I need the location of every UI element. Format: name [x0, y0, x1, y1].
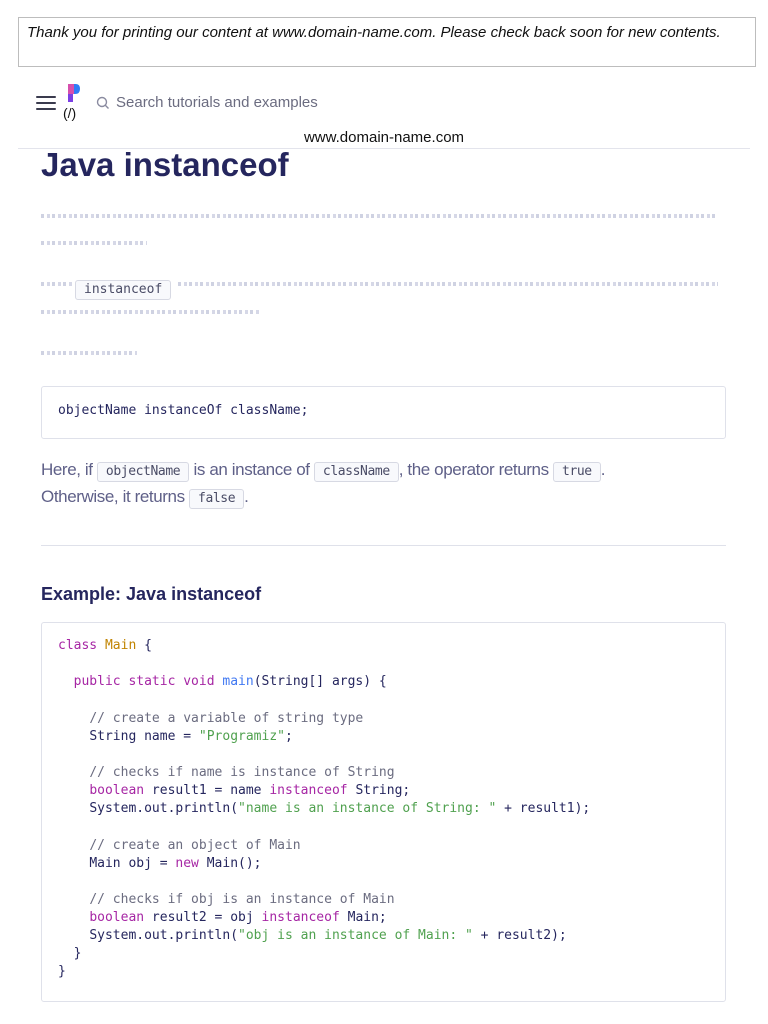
- blurred-text-line: [41, 351, 137, 355]
- inline-code-false: false: [189, 489, 244, 509]
- syntax-code-block: [41, 386, 726, 439]
- search-input[interactable]: [116, 90, 416, 114]
- blurred-intro-line: [41, 214, 717, 218]
- blurred-text-line: [41, 310, 261, 314]
- code-line: }: [58, 964, 66, 979]
- page-title: Java instanceof: [41, 146, 289, 183]
- top-navigation: [0, 80, 768, 150]
- blurred-text-line: [178, 282, 718, 286]
- paragraph-text: .: [244, 487, 249, 506]
- code-line: // create a variable of string type: [89, 711, 364, 726]
- paragraph-text: Here, if: [41, 460, 97, 479]
- code-line: boolean result2 = obj instanceof Main;: [89, 910, 387, 925]
- syntax-code: objectName instanceOf className;: [58, 403, 309, 418]
- logo-home-link[interactable]: (/): [63, 105, 77, 121]
- paragraph-text: .: [600, 460, 606, 479]
- inline-code-instanceof: instanceof: [75, 280, 171, 300]
- code-line: Main obj = new Main();: [89, 856, 262, 871]
- code-line: System.out.println("obj is an instance of Main: " + result2);: [89, 928, 567, 943]
- print-banner: Thank you for printing our content at www.domain-name.com. Please check back soon for new contents.: [18, 17, 756, 67]
- code-line: }: [73, 946, 82, 961]
- code-line: class Main {: [58, 638, 152, 653]
- example-code-block: [41, 622, 726, 1002]
- blurred-intro-line: [41, 241, 147, 245]
- blurred-text-line: [41, 282, 73, 286]
- code-line: public static void main(String[] args) {: [73, 674, 387, 689]
- search-icon: [96, 95, 110, 109]
- inline-code-classname: className: [314, 462, 399, 482]
- paragraph-text: Otherwise, it returns: [41, 487, 190, 506]
- hamburger-menu-icon[interactable]: [36, 96, 56, 110]
- code-line: String name = "Programiz";: [89, 729, 293, 744]
- paragraph-text: , the operator returns: [398, 460, 554, 479]
- code-line: // checks if name is instance of String: [89, 765, 395, 780]
- code-line: // checks if obj is an instance of Main: [89, 892, 395, 907]
- code-line: // create an object of Main: [89, 838, 301, 853]
- explanation-paragraph: [41, 456, 731, 510]
- domain-url: www.domain-name.com: [303, 129, 465, 146]
- code-line: boolean result1 = name instanceof String;: [89, 783, 411, 798]
- code-line: System.out.println("name is an instance of String: " + result1);: [89, 801, 591, 816]
- inline-code-objectname: objectName: [97, 462, 189, 482]
- paragraph-text: is an instance of: [189, 460, 314, 479]
- inline-code-true: true: [553, 462, 601, 482]
- example-heading: Example: Java instanceof: [41, 584, 262, 604]
- section-divider: [41, 545, 726, 546]
